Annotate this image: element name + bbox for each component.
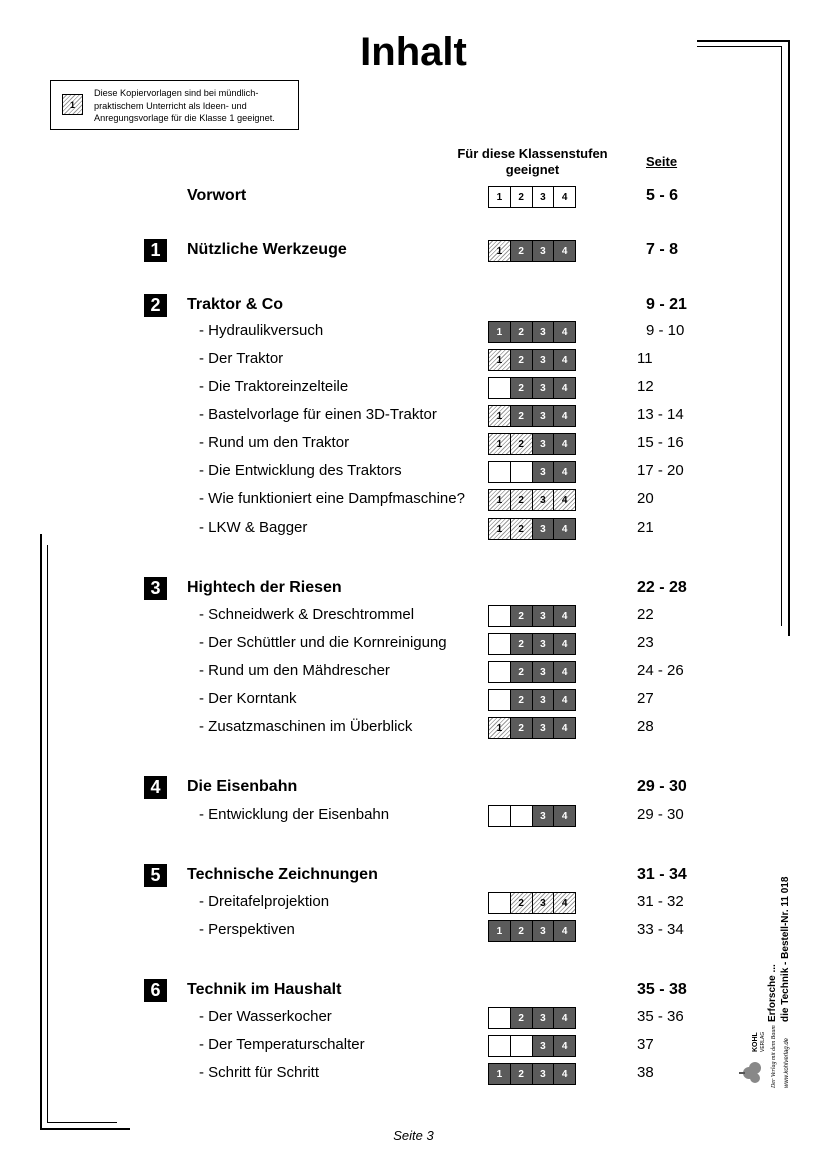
page-range: 31 - 34	[637, 866, 687, 883]
grade-cell: 3	[532, 718, 554, 738]
grades-column-header: Für diese Klassenstufen geeignet	[457, 146, 608, 177]
grade-cell: 3	[532, 490, 554, 510]
hatched-grade-icon: 1	[62, 94, 83, 115]
grade-cell: 4	[553, 1008, 575, 1028]
grade-cell: 2	[510, 634, 532, 654]
section-title: Die Eisenbahn	[187, 778, 298, 795]
grade-cell: 3	[532, 806, 554, 826]
section-number: 4	[144, 776, 167, 799]
page-title: Inhalt	[360, 30, 467, 74]
list-item: - Wie funktioniert eine Dampfmaschine?	[199, 490, 465, 507]
grade-indicator	[488, 717, 576, 739]
grade-indicator	[488, 1007, 576, 1029]
grade-cell	[489, 806, 510, 826]
grade-cell: 3	[532, 606, 554, 626]
grade-cell: 3	[532, 322, 554, 342]
grade-indicator	[488, 805, 576, 827]
side-note-line1: Erforsche ...	[767, 964, 778, 1022]
grade-indicator	[488, 892, 576, 914]
tree-logo-icon	[739, 1062, 761, 1083]
page-range: 24 - 26	[637, 662, 684, 679]
grade-cell: 4	[553, 662, 575, 682]
publisher-name: KOHL	[752, 1032, 759, 1052]
grade-cell: 1	[489, 187, 510, 207]
list-item: - Rund um den Mähdrescher	[199, 662, 390, 679]
frame-line	[40, 534, 42, 1130]
grade-indicator	[488, 433, 576, 455]
section-title: Vorwort	[187, 187, 247, 204]
grade-cell: 1	[489, 490, 510, 510]
grade-cell: 2	[510, 241, 532, 261]
grade-cell: 4	[553, 434, 575, 454]
grade-cell: 2	[510, 187, 532, 207]
grade-cell: 3	[532, 1064, 554, 1084]
list-item: - Rund um den Traktor	[199, 434, 350, 451]
grade-indicator	[488, 1063, 576, 1085]
section-number: 3	[144, 577, 167, 600]
frame-line	[697, 46, 782, 47]
side-note-line2: die Technik - Bestell-Nr. 11 018	[780, 876, 791, 1022]
grade-cell: 1	[489, 322, 510, 342]
list-item: - Der Korntank	[199, 690, 297, 707]
list-item: - Schneidwerk & Dreschtrommel	[199, 606, 415, 623]
grade-cell: 3	[532, 350, 554, 370]
grade-cell: 3	[532, 406, 554, 426]
page-range: 12	[637, 378, 654, 395]
grade-indicator	[488, 518, 576, 540]
grade-cell: 3	[532, 1036, 554, 1056]
grade-cell	[489, 606, 510, 626]
grade-cell: 4	[553, 634, 575, 654]
grade-cell	[489, 690, 510, 710]
grade-cell: 4	[553, 606, 575, 626]
page-range: 29 - 30	[637, 806, 684, 823]
grade-cell: 3	[532, 662, 554, 682]
page-range: 22	[637, 606, 654, 623]
grade-cell: 2	[510, 434, 532, 454]
grade-cell: 1	[489, 406, 510, 426]
grade-cell: 3	[532, 241, 554, 261]
page-range: 23	[637, 634, 654, 651]
grade-indicator	[488, 661, 576, 683]
list-item: - Die Traktoreinzelteile	[199, 378, 349, 395]
grade-cell: 3	[532, 519, 554, 539]
grade-cell: 2	[510, 690, 532, 710]
grade-cell: 4	[553, 350, 575, 370]
grade-cell: 3	[532, 893, 554, 913]
grade-cell: 2	[510, 1064, 532, 1084]
section-title: Traktor & Co	[187, 296, 284, 313]
page-range: 21	[637, 519, 654, 536]
grade-cell: 4	[553, 187, 575, 207]
legend-text: Diese Kopiervorlagen sind bei mündlich-praktischem Unterricht als Ideen- und Anregungsvorlage für die Klasse 1 geeignet.	[94, 88, 275, 123]
grade-cell: 3	[532, 462, 554, 482]
page-range: 5 - 6	[646, 187, 679, 204]
section-number: 1	[144, 239, 167, 262]
grade-cell: 2	[510, 519, 532, 539]
frame-line	[697, 40, 789, 42]
section-number: 2	[144, 294, 167, 317]
section-number: 6	[144, 979, 167, 1002]
page-range: 29 - 30	[637, 778, 687, 795]
grade-indicator	[488, 461, 576, 483]
grade-cell: 4	[553, 893, 575, 913]
grade-indicator	[488, 321, 576, 343]
grade-cell: 1	[489, 718, 510, 738]
grade-cell: 2	[510, 718, 532, 738]
page-range: 9 - 21	[646, 296, 687, 313]
grade-cell	[510, 806, 532, 826]
section-title: Nützliche Werkzeuge	[187, 241, 347, 258]
grade-cell: 3	[532, 1008, 554, 1028]
grade-cell: 3	[532, 634, 554, 654]
publisher-slogan: Der Verlag mit dem Baum	[771, 1025, 777, 1088]
grade-cell: 4	[553, 718, 575, 738]
grade-cell	[489, 378, 510, 398]
grade-cell: 2	[510, 893, 532, 913]
page-range: 38	[637, 1064, 654, 1081]
grade-cell: 3	[532, 434, 554, 454]
list-item: - LKW & Bagger	[199, 519, 308, 536]
page-range: 20	[637, 490, 654, 507]
publisher-website: www.kohlverlag.de	[784, 1037, 790, 1088]
section-title: Technik im Haushalt	[187, 981, 342, 998]
publisher-side-note	[735, 840, 795, 1090]
grade-cell: 4	[553, 806, 575, 826]
page-footer: Seite 3	[393, 1128, 434, 1143]
grade-cell: 2	[510, 406, 532, 426]
grade-cell	[489, 662, 510, 682]
page-range: 35 - 36	[637, 1008, 684, 1025]
frame-line	[47, 545, 48, 1123]
grade-indicator	[488, 186, 576, 208]
page-range: 31 - 32	[637, 893, 684, 910]
grade-indicator	[488, 633, 576, 655]
grade-indicator	[488, 489, 576, 511]
grade-cell: 2	[510, 378, 532, 398]
grade-cell: 4	[553, 1064, 575, 1084]
grade-cell: 2	[510, 350, 532, 370]
frame-line	[47, 1122, 117, 1123]
grade-cell: 4	[553, 378, 575, 398]
grade-cell	[489, 634, 510, 654]
page-range: 37	[637, 1036, 654, 1053]
grade-cell: 2	[510, 606, 532, 626]
grade-cell: 4	[553, 462, 575, 482]
grade-cell: 3	[532, 921, 554, 941]
legend-box	[50, 80, 299, 130]
grade-cell: 4	[553, 519, 575, 539]
page-column-header: Seite	[646, 154, 678, 169]
list-item: - Hydraulikversuch	[199, 322, 324, 339]
grade-cell: 1	[489, 350, 510, 370]
grade-cell: 1	[489, 241, 510, 261]
grade-cell	[489, 462, 510, 482]
grade-cell	[510, 1036, 532, 1056]
grade-cell: 4	[553, 322, 575, 342]
grade-cell	[489, 1008, 510, 1028]
list-item: - Der Wasserkocher	[199, 1008, 332, 1025]
publisher-tag: VERLAG	[760, 1031, 766, 1052]
grade-cell: 4	[553, 241, 575, 261]
page-range: 33 - 34	[637, 921, 684, 938]
page-range: 11	[637, 350, 653, 367]
page-range: 7 - 8	[646, 241, 679, 258]
grade-cell: 3	[532, 378, 554, 398]
grade-cell	[510, 462, 532, 482]
grade-cell: 4	[553, 921, 575, 941]
grade-indicator	[488, 349, 576, 371]
page-range: 28	[637, 718, 654, 735]
grade-cell	[489, 1036, 510, 1056]
grade-indicator	[488, 240, 576, 262]
page-range: 27	[637, 690, 654, 707]
list-item: - Zusatzmaschinen im Überblick	[199, 718, 413, 735]
grade-indicator	[488, 377, 576, 399]
frame-line	[788, 40, 790, 636]
grade-indicator	[488, 1035, 576, 1057]
list-item: - Die Entwicklung des Traktors	[199, 462, 402, 479]
grade-cell: 2	[510, 662, 532, 682]
grade-indicator	[488, 689, 576, 711]
list-item: - Schritt für Schritt	[199, 1064, 320, 1081]
grade-cell	[489, 893, 510, 913]
grade-cell: 2	[510, 921, 532, 941]
page-range: 15 - 16	[637, 434, 684, 451]
grade-cell: 2	[510, 1008, 532, 1028]
frame-line	[781, 46, 782, 626]
section-number: 5	[144, 864, 167, 887]
grade-cell: 2	[510, 322, 532, 342]
grade-cell: 1	[489, 519, 510, 539]
grade-cell: 2	[510, 490, 532, 510]
section-title: Hightech der Riesen	[187, 579, 342, 596]
list-item: - Bastelvorlage für einen 3D-Traktor	[199, 406, 437, 423]
grade-cell: 1	[489, 1064, 510, 1084]
list-item: - Perspektiven	[199, 921, 295, 938]
grade-cell: 4	[553, 490, 575, 510]
page-range: 22 - 28	[637, 579, 687, 596]
grade-cell: 4	[553, 406, 575, 426]
list-item: - Der Schüttler und die Kornreinigung	[199, 634, 447, 651]
grade-indicator	[488, 605, 576, 627]
grade-cell: 4	[553, 690, 575, 710]
section-title: Technische Zeichnungen	[187, 866, 378, 883]
list-item: - Entwicklung der Eisenbahn	[199, 806, 390, 823]
grade-cell: 3	[532, 187, 554, 207]
grade-cell: 1	[489, 921, 510, 941]
page-range: 17 - 20	[637, 462, 684, 479]
page-range: 9 - 10	[646, 322, 685, 339]
grade-indicator	[488, 920, 576, 942]
list-item: - Dreitafelprojektion	[199, 893, 330, 910]
list-item: - Der Traktor	[199, 350, 284, 367]
list-item: - Der Temperaturschalter	[199, 1036, 365, 1053]
grade-cell: 3	[532, 690, 554, 710]
grade-indicator	[488, 405, 576, 427]
grade-cell: 4	[553, 1036, 575, 1056]
page-range: 13 - 14	[637, 406, 684, 423]
page-range: 35 - 38	[637, 981, 687, 998]
grade-cell: 1	[489, 434, 510, 454]
